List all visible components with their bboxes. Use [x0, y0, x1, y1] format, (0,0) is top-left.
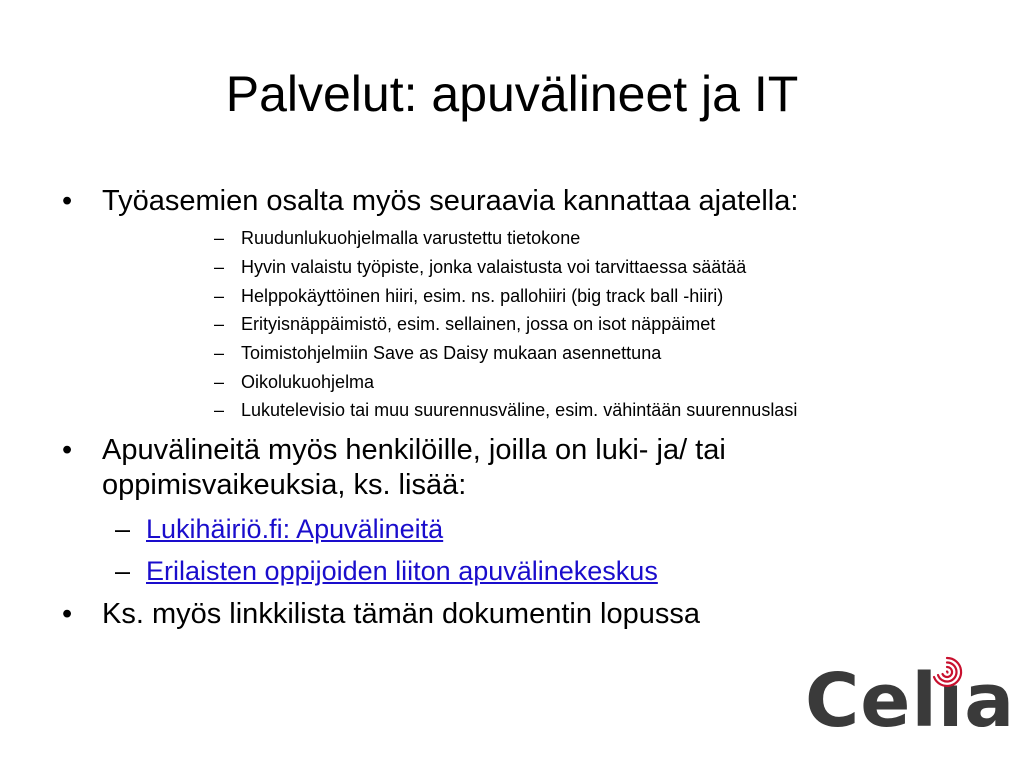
sub-list-text: Erityisnäppäimistö, esim. sellainen, jossa on isot näppäimet: [241, 314, 716, 334]
dash-mark: –: [214, 257, 225, 277]
bullet-text: Apuvälineitä myös henkilöille, joilla on luki- ja/ tai oppimisvaikeuksia, ks. lisää:: [102, 434, 726, 501]
sub-list-text: Helppokäyttöinen hiiri, esim. ns. pallohiiri (big track ball -hiiri): [241, 286, 724, 306]
fingerprint-icon: [928, 653, 966, 691]
bullet-text: Ks. myös linkkilista tämän dokumentin lopussa: [102, 598, 700, 630]
bullet-item: [62, 597, 942, 632]
sub-list-item: [214, 310, 715, 338]
sub-list-text: Ruudunlukuohjelmalla varustettu tietokone: [241, 228, 581, 248]
sub-list-item: [214, 253, 746, 281]
eoliitto-link[interactable]: Erilaisten oppijoiden liiton apuvälinekeskus: [146, 556, 658, 586]
dash-mark: –: [214, 343, 225, 363]
dash-mark: –: [115, 556, 131, 586]
lukihairio-link[interactable]: Lukihäiriö.fi: Apuvälineitä: [146, 514, 444, 544]
bullet-dot: •: [62, 434, 73, 466]
bullet-text: Työasemien osalta myös seuraavia kannattaa ajatella:: [102, 185, 799, 217]
link-list-item: [115, 513, 443, 545]
dash-mark: –: [214, 314, 225, 334]
dash-mark: –: [115, 514, 131, 544]
sub-list-item: [214, 368, 374, 396]
slide-title: Palvelut: apuvälineet ja IT: [225, 66, 799, 122]
sub-list-text: Hyvin valaistu työpiste, jonka valaistusta voi tarvittaessa säätää: [241, 257, 747, 277]
dash-mark: –: [214, 228, 225, 248]
sub-list-text: Lukutelevisio tai muu suurennusväline, esim. vähintään suurennuslasi: [241, 400, 798, 420]
sub-list-item: [214, 339, 661, 367]
sub-list-item: [214, 396, 797, 424]
dash-mark: –: [214, 372, 225, 392]
bullet-item: [62, 433, 942, 503]
bullet-dot: •: [62, 598, 73, 630]
sub-list-item: [214, 224, 580, 252]
sub-list-text: Toimistohjelmiin Save as Daisy mukaan asennettuna: [241, 343, 662, 363]
bullet-item: [62, 184, 942, 219]
sub-list-item: [214, 282, 723, 310]
dash-mark: –: [214, 286, 225, 306]
dash-mark: –: [214, 400, 225, 420]
sub-list-text: Oikolukuohjelma: [241, 372, 375, 392]
logo-wordmark: Celıa: [805, 658, 1016, 744]
celia-logo: [805, 655, 1016, 745]
link-list-item: [115, 555, 658, 587]
bullet-dot: •: [62, 185, 73, 217]
